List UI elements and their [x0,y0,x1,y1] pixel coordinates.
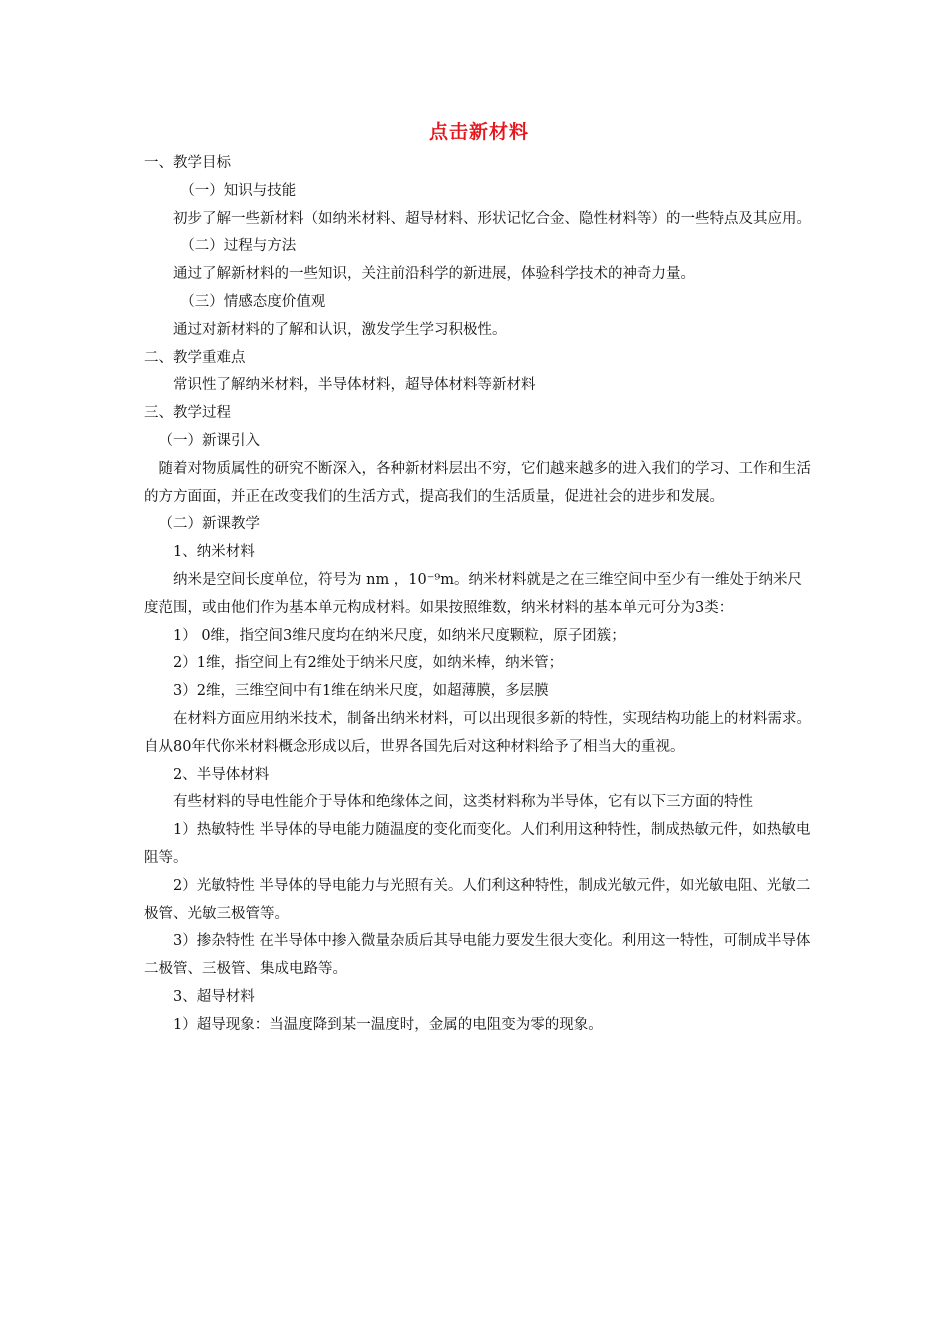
paragraph: 1）超导现象：当温度降到某一温度时，金属的电阻变为零的现象。 [173,1016,603,1033]
document-title: 点击新材料 [428,121,529,143]
paragraph: 三、教学过程 [144,405,231,422]
paragraph: 通过了解新材料的一些知识，关注前沿科学的新进展，体验科学技术的神奇力量。 [173,266,695,283]
paragraph: 1） 0维，指空间3维尺度均在纳米尺度，如纳米尺度颗粒，原子团簇； [173,627,626,644]
paragraph: 一、教学目标 [144,155,231,171]
paragraph: 二、教学重难点 [144,349,246,366]
paragraph: 3）2维，三维空间中有1维在纳米尺度，如超薄膜，多层膜 [173,683,549,700]
paragraph: 有些材料的导电性能介于导体和绝缘体之间，这类材料称为半导体，它有以下三方面的特性 [173,794,753,811]
paragraph: 2）1维，指空间上有2维处于纳米尺度，如纳米棒，纳米管； [173,655,564,672]
paragraph: 纳米是空间长度单位，符号为 nm ，10⁻⁹m。纳米材料就是之在三维空间中至少有一维处于纳米尺度范围，或由他们作为基本单元构成材料。如果按照维数，纳米材料的基本单元可分为3类： [144,571,802,616]
paragraph: 2、半导体材料 [173,766,270,783]
paragraph: 1）热敏特性 半导体的导电能力随温度的变化而变化。人们利用这种特性，制成热敏元件，如热敏电阻等。 [144,822,811,866]
paragraph: 常识性了解纳米材料，半导体材料，超导体材料等新材料 [173,377,536,394]
paragraph: 通过对新材料的了解和认识，激发学生学习积极性。 [173,321,507,338]
paragraph: 3、超导材料 [173,988,255,1005]
paragraph: （二）过程与方法 [180,238,297,255]
paragraph: （三）情感态度价值观 [180,293,326,310]
paragraph: 2）光敏特性 半导体的导电能力与光照有关。人们利这种特性，制成光敏元件，如光敏电阻、光敏二极管、光敏三极管等。 [144,877,811,922]
paragraph: 3）掺杂特性 在半导体中掺入微量杂质后其导电能力要发生很大变化。利用这一特性，可制成半导体二极管、三极管、集成电路等。 [144,933,811,978]
paragraph: （二）新课教学 [158,516,260,533]
document-page [144,118,814,1040]
paragraph: 1、纳米材料 [173,544,255,561]
paragraph: 随着对物质属性的研究不断深入，各种新材料层出不穷，它们越来越多的进入我们的学习、工作和生活的方方面面，并正在改变我们的生活方式，提高我们的生活质量，促进社会的进步和发展。 [144,460,811,505]
paragraph: 初步了解一些新材料（如纳米材料、超导材料、形状记忆合金、隐性材料等）的一些特点及其应用。 [173,210,811,227]
paragraph: （一）知识与技能 [180,182,297,199]
paragraph: 在材料方面应用纳米技术，制备出纳米材料，可以出现很多新的特性，实现结构功能上的材料需求。自从80年代你米材料概念形成以后，世界各国先后对这种材料给予了相当大的重视。 [144,710,811,755]
document-body [144,150,814,1040]
paragraph: （一）新课引入 [158,432,260,449]
